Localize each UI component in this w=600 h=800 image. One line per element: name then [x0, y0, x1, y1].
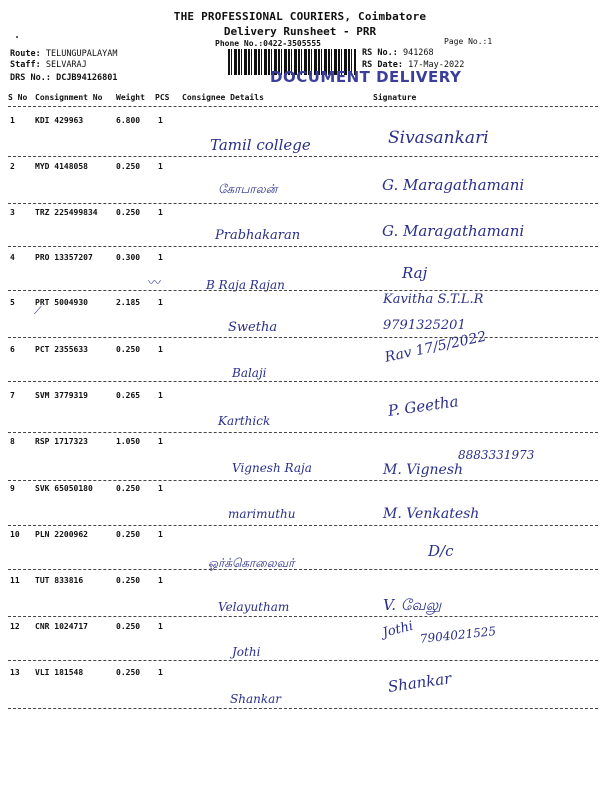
row-sno: 4 — [10, 253, 15, 262]
row-consignee: Jothi — [232, 645, 261, 659]
row-signature: G. Maragathamani — [382, 222, 525, 240]
row-consignee: Vignesh Raja — [232, 461, 312, 475]
row-pcs: 1 — [158, 530, 163, 539]
rs-no-value: 941268 — [402, 48, 434, 58]
row-weight: 0.250 — [116, 345, 141, 354]
row-weight: 0.300 — [116, 253, 141, 262]
row-sno: 12 — [10, 622, 20, 631]
row-sno: 7 — [10, 391, 15, 400]
row-consignee: Karthick — [218, 414, 271, 428]
row-weight: 0.250 — [116, 622, 141, 631]
staff-value: SELVARAJ — [45, 60, 87, 70]
row-divider — [8, 525, 598, 526]
row-signature: Shankar — [386, 669, 453, 696]
row-consignment: SVK 65050180 — [35, 484, 93, 493]
row-weight: 0.250 — [116, 208, 141, 217]
row-consignment: PRT 5004930 — [35, 298, 88, 307]
row-divider — [8, 480, 598, 481]
row-consignee: Tamil college — [210, 136, 311, 154]
page-number: Page No.:1 — [444, 37, 493, 46]
row-consignment: TUT 833816 — [35, 576, 84, 585]
row-pcs: 1 — [158, 253, 163, 262]
row-phone: 8883331973 — [458, 448, 535, 462]
header-rule — [8, 106, 598, 107]
row-sno: 6 — [10, 345, 15, 354]
rs-date-label: RS Date: — [362, 60, 403, 70]
row-consignee: Swetha — [228, 320, 278, 335]
row-pcs: 1 — [158, 345, 163, 354]
row-consignment: CNR 1024717 — [35, 622, 88, 631]
route-label: Route: — [10, 49, 41, 59]
row-divider — [8, 708, 598, 709]
rs-no-label: RS No.: — [362, 48, 398, 58]
row-signature: Sivasankari — [388, 128, 489, 148]
row-weight: 0.250 — [116, 162, 141, 171]
row-divider — [8, 337, 598, 338]
row-pcs: 1 — [158, 576, 163, 585]
row-consignee: B Raja Rajan — [206, 278, 285, 292]
document-delivery-stamp: DOCUMENT DELIVERY — [270, 68, 462, 86]
row-signature: M. Venkatesh — [383, 506, 480, 522]
row-divider — [8, 156, 598, 157]
row-divider — [8, 569, 598, 570]
col-consignment: Consignment No — [35, 93, 103, 102]
row-signature: Kavitha S.T.L.R — [383, 292, 484, 307]
row-pcs: 1 — [158, 437, 163, 446]
row-signature: P. Geetha — [386, 392, 460, 420]
drs-value: DCJB94126801 — [56, 73, 118, 83]
col-weight: Weight — [116, 93, 145, 102]
route-value: TELUNGUPALAYAM — [45, 49, 118, 59]
row-consignment: PLN 2200962 — [35, 530, 88, 539]
row-weight: 0.250 — [116, 530, 141, 539]
row-pcs: 1 — [158, 298, 163, 307]
company-name: THE PROFESSIONAL COURIERS, Coimbatore — [173, 10, 427, 23]
row-phone: 9791325201 — [383, 318, 466, 333]
rs-date-value: 17-May-2022 — [408, 60, 465, 70]
row-sno: 13 — [10, 668, 20, 677]
row-sno: 10 — [10, 530, 20, 539]
row-pcs: 1 — [158, 668, 163, 677]
col-pcs: PCS — [155, 93, 170, 102]
row-divider — [8, 381, 598, 382]
staff-line — [10, 60, 87, 70]
row-pcs: 1 — [158, 622, 163, 631]
row-signature: G. Maragathamani — [382, 176, 525, 194]
staff-label: Staff: — [10, 60, 41, 70]
row-consignee: Shankar — [230, 692, 281, 706]
row-signature: Jothi — [381, 618, 415, 641]
row-sno: 8 — [10, 437, 15, 446]
drs-line — [10, 73, 118, 83]
row-pcs: 1 — [158, 162, 163, 171]
row-weight: 1.050 — [116, 437, 141, 446]
row-consignment: PCT 2355633 — [35, 345, 88, 354]
row-signature: M. Vignesh — [383, 462, 464, 478]
row-weight: 6.800 — [116, 116, 141, 125]
pen-stroke: ⟋ — [34, 304, 42, 317]
row-pcs: 1 — [158, 391, 163, 400]
row-sno: 2 — [10, 162, 15, 171]
rs-no-line — [362, 48, 434, 58]
row-consignment: VLI 181548 — [35, 668, 84, 677]
row-weight: 0.250 — [116, 484, 141, 493]
row-sno: 5 — [10, 298, 15, 307]
row-consignee: ஓர்க்கொலைவர் — [208, 556, 295, 570]
row-consignment: KDI 429963 — [35, 116, 84, 125]
row-divider — [8, 616, 598, 617]
row-phone: 7904021525 — [419, 624, 497, 646]
row-pcs: 1 — [158, 484, 163, 493]
col-consignee: Consignee Details — [182, 93, 264, 102]
drs-label: DRS No.: — [10, 73, 51, 83]
col-sno: S No — [8, 93, 28, 102]
row-consignment: PRO 13357207 — [35, 253, 93, 262]
row-signature: Raj — [402, 264, 428, 282]
row-weight: 0.250 — [116, 576, 141, 585]
row-sno: 1 — [10, 116, 15, 125]
row-consignee: கோபாலன் — [218, 182, 278, 196]
row-consignee: Prabhakaran — [215, 228, 301, 243]
row-divider — [8, 660, 598, 661]
runsheet-title: Delivery Runsheet - PRR — [223, 25, 377, 38]
row-divider — [8, 290, 598, 291]
row-signature: V. வேலு — [383, 596, 442, 614]
row-divider — [8, 203, 598, 204]
pen-scribble: 〰 — [148, 276, 162, 291]
row-divider — [8, 432, 598, 433]
row-consignment: RSP 1717323 — [35, 437, 88, 446]
row-consignment: TRZ 225499834 — [35, 208, 98, 217]
row-weight: 2.185 — [116, 298, 141, 307]
row-consignment: SVM 3779319 — [35, 391, 88, 400]
row-signature: Rav 17/5/2022 — [383, 328, 488, 366]
row-pcs: 1 — [158, 116, 163, 125]
row-divider — [8, 246, 598, 247]
row-signature: D/c — [428, 542, 454, 560]
row-consignee: Balaji — [232, 366, 267, 380]
col-signature: Signature — [373, 93, 417, 102]
row-pcs: 1 — [158, 208, 163, 217]
row-weight: 0.250 — [116, 668, 141, 677]
row-consignee: marimuthu — [228, 507, 296, 521]
row-sno: 11 — [10, 576, 20, 585]
row-consignee: Velayutham — [218, 600, 290, 614]
phone-number: Phone No.:0422-3505555 — [215, 39, 321, 48]
row-sno: 3 — [10, 208, 15, 217]
row-weight: 0.265 — [116, 391, 141, 400]
route-line — [10, 49, 118, 59]
row-consignment: MYD 4148058 — [35, 162, 88, 171]
row-sno: 9 — [10, 484, 15, 493]
